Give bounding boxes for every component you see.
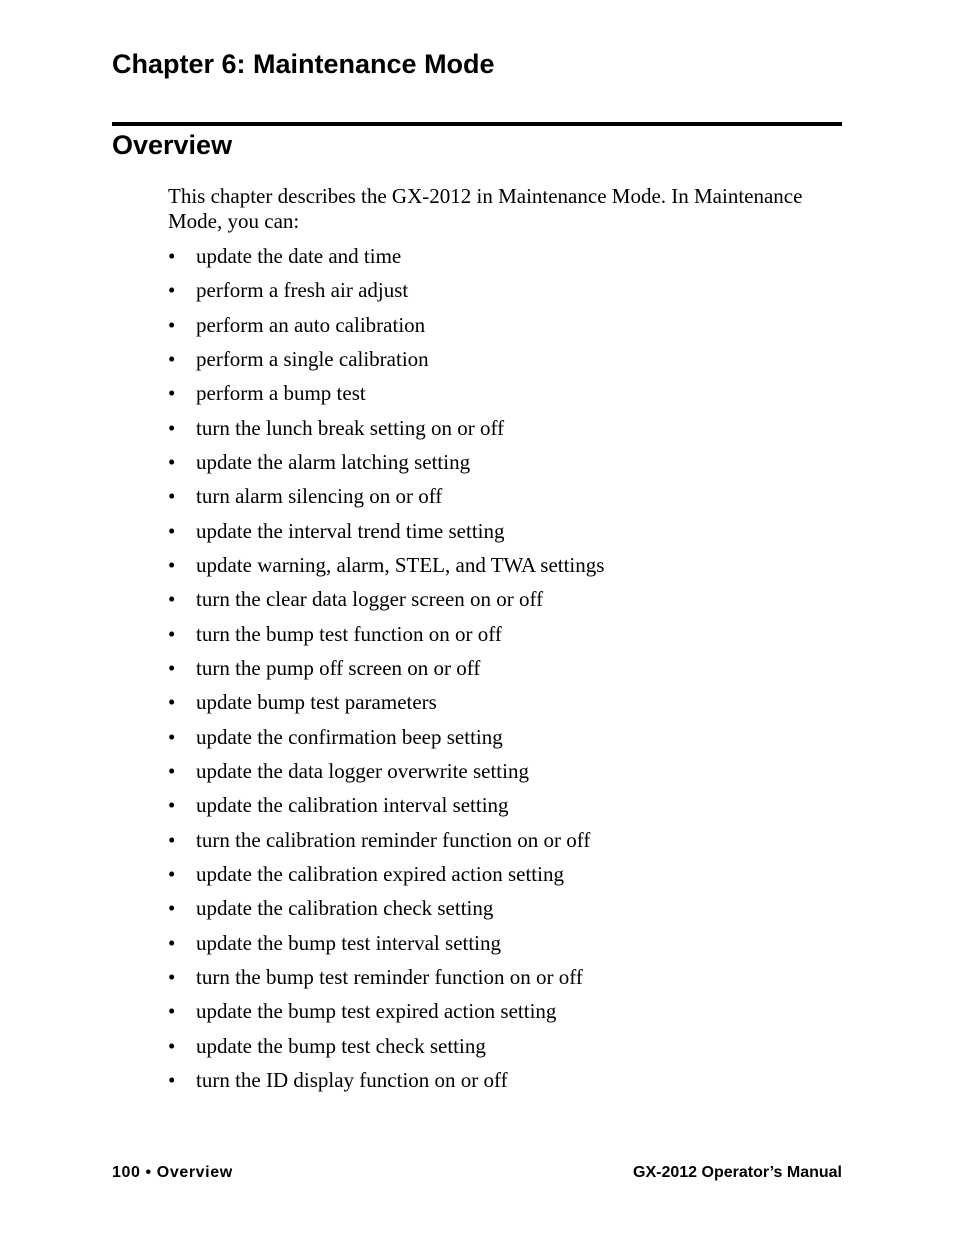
bullet-icon: • bbox=[168, 621, 176, 646]
list-item bbox=[168, 380, 838, 414]
list-item bbox=[168, 930, 838, 964]
list-item-text: turn alarm silencing on or off bbox=[196, 484, 443, 509]
list-item-text: turn the lunch break setting on or off bbox=[196, 415, 505, 440]
list-item-text: perform a fresh air adjust bbox=[196, 278, 409, 303]
bullet-icon: • bbox=[168, 896, 176, 921]
list-item-text: turn the clear data logger screen on or off bbox=[196, 587, 544, 612]
list-item-text: update the bump test expired action setting bbox=[196, 999, 557, 1024]
list-item-text: perform an auto calibration bbox=[196, 312, 426, 337]
bullet-icon: • bbox=[168, 381, 176, 406]
list-item-text: update the calibration expired action setting bbox=[196, 861, 564, 886]
list-item bbox=[168, 586, 838, 620]
bullet-icon: • bbox=[168, 861, 176, 886]
list-item bbox=[168, 449, 838, 483]
list-item-text: turn the bump test reminder function on or off bbox=[196, 964, 583, 989]
footer-manual-title: GX-2012 Operator’s Manual bbox=[633, 1164, 842, 1181]
list-item bbox=[168, 655, 838, 689]
bullet-icon: • bbox=[168, 1033, 176, 1058]
list-item-text: turn the ID display function on or off bbox=[196, 1067, 508, 1092]
list-item bbox=[168, 792, 838, 826]
bullet-icon: • bbox=[168, 415, 176, 440]
list-item-text: update the confirmation beep setting bbox=[196, 724, 503, 749]
list-item bbox=[168, 518, 838, 552]
list-item bbox=[168, 552, 838, 586]
list-item-text: update the bump test check setting bbox=[196, 1033, 486, 1058]
list-item-text: update bump test parameters bbox=[196, 690, 437, 715]
bullet-icon: • bbox=[168, 793, 176, 818]
bullet-icon: • bbox=[168, 827, 176, 852]
bullet-icon: • bbox=[168, 346, 176, 371]
list-item-text: turn the pump off screen on or off bbox=[196, 655, 481, 680]
list-item bbox=[168, 964, 838, 998]
list-item-text: update the calibration check setting bbox=[196, 896, 494, 921]
bullet-icon: • bbox=[168, 655, 176, 680]
list-item bbox=[168, 483, 838, 517]
list-item-text: turn the bump test function on or off bbox=[196, 621, 502, 646]
bullet-icon: • bbox=[168, 758, 176, 783]
list-item-text: update the data logger overwrite setting bbox=[196, 758, 529, 783]
bullet-icon: • bbox=[168, 449, 176, 474]
list-item bbox=[168, 998, 838, 1032]
bullet-icon: • bbox=[168, 1067, 176, 1092]
list-item bbox=[168, 621, 838, 655]
list-item-text: update warning, alarm, STEL, and TWA settings bbox=[196, 552, 605, 577]
bullet-icon: • bbox=[168, 518, 176, 543]
list-item bbox=[168, 312, 838, 346]
bullet-icon: • bbox=[168, 930, 176, 955]
list-item bbox=[168, 243, 838, 277]
section-title: Overview bbox=[112, 130, 233, 160]
list-item bbox=[168, 1067, 838, 1101]
bullet-icon: • bbox=[168, 552, 176, 577]
bullet-icon: • bbox=[168, 484, 176, 509]
list-item bbox=[168, 827, 838, 861]
list-item bbox=[168, 861, 838, 895]
list-item-text: turn the calibration reminder function on or off bbox=[196, 827, 591, 852]
list-item-text: update the bump test interval setting bbox=[196, 930, 502, 955]
list-item bbox=[168, 724, 838, 758]
list-item bbox=[168, 415, 838, 449]
list-item-text: perform a single calibration bbox=[196, 346, 429, 371]
list-item bbox=[168, 1033, 838, 1067]
section-divider bbox=[112, 122, 842, 126]
bullet-icon: • bbox=[168, 964, 176, 989]
bullet-icon: • bbox=[168, 312, 176, 337]
chapter-title: Chapter 6: Maintenance Mode bbox=[112, 49, 495, 79]
list-item bbox=[168, 277, 838, 311]
intro-paragraph: This chapter describes the GX-2012 in Maintenance Mode. In Maintenance Mode, you can: bbox=[168, 184, 803, 233]
list-item bbox=[168, 758, 838, 792]
bullet-icon: • bbox=[168, 244, 176, 268]
list-item bbox=[168, 895, 838, 929]
list-item bbox=[168, 346, 838, 380]
capabilities-list bbox=[168, 243, 838, 1101]
bullet-icon: • bbox=[168, 724, 176, 749]
footer-page-section: 100 • Overview bbox=[112, 1164, 233, 1181]
list-item-text: update the alarm latching setting bbox=[196, 449, 471, 474]
list-item-text: perform a bump test bbox=[196, 381, 366, 406]
bullet-icon: • bbox=[168, 587, 176, 612]
list-item-text: update the calibration interval setting bbox=[196, 793, 509, 818]
list-item-text: update the interval trend time setting bbox=[196, 518, 505, 543]
list-item-text: update the date and time bbox=[196, 244, 402, 268]
bullet-icon: • bbox=[168, 278, 176, 303]
list-item bbox=[168, 689, 838, 723]
bullet-icon: • bbox=[168, 999, 176, 1024]
bullet-icon: • bbox=[168, 690, 176, 715]
